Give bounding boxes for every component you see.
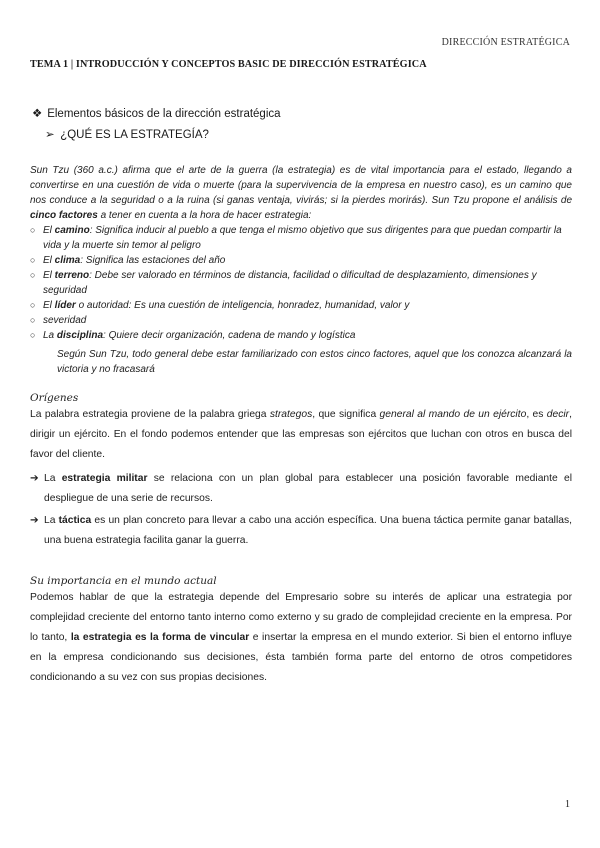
section-heading-origenes: Orígenes bbox=[30, 392, 79, 404]
list-item: ○ El camino: Significa inducir al pueblo a que tenga el mismo objetivo que sus dirigentes para que puedan compartir la vida y la muerte sin temor al peligro bbox=[30, 223, 575, 253]
bullet-level2-text: ¿QUÉ ES LA ESTRATEGÍA? bbox=[60, 129, 209, 141]
importancia-paragraph: Podemos hablar de que la estrategia depende del Empresario sobre su interés de aplicar una estrategia por complejidad creciente del entorno tanto interno como externo y su grado de complejidad creciente en la empresa. Por lo tanto, la estrategia es la forma de vincular e insertar la empresa en el mundo exterior. Si bien el entorno influye en la empresa condicionando sus decisiones, ésta también forma parte del entorno de otros competidores condicionando a su vez con sus propias decisiones. bbox=[30, 592, 573, 683]
running-header: DIRECCIÓN ESTRATÉGICA bbox=[441, 37, 570, 48]
arrow-bullet-icon: ➔ bbox=[30, 473, 39, 484]
diamond-bullet-icon: ❖ bbox=[32, 108, 43, 120]
intro-paragraph bbox=[30, 163, 572, 223]
list-item: ○ El clima: Significa las estaciones del año bbox=[30, 253, 575, 268]
arrowhead-bullet-icon: ➢ bbox=[45, 129, 55, 141]
list-item: ➔ La estrategia militar se relaciona con un plan global para establecer una posición favorable mediante el despliegue de una serie de recursos. bbox=[30, 469, 572, 509]
origenes-paragraph: La palabra estrategia proviene de la palabra griega strategos, que significa general al mando de un ejército, es decir, dirigir un ejército. En el fondo podemos entender que las empresas son ejércitos que luchan con otros en busca del favor del cliente. bbox=[30, 409, 572, 460]
list-item: ○ El terreno: Debe ser valorado en términos de distancia, facilidad o dificultad de desplazamiento, dimensiones y seguridad bbox=[30, 268, 575, 298]
bullet-level1 bbox=[32, 106, 281, 120]
page-title: TEMA 1 | INTRODUCCIÓN Y CONCEPTOS BASIC DE DIRECCIÓN ESTRATÉGICA bbox=[30, 59, 427, 70]
list-item: ➔ La táctica es un plan concreto para llevar a cabo una acción específica. Una buena táctica permite ganar batallas, una buena estrategia facilita ganar la guerra. bbox=[30, 511, 572, 551]
page-number: 1 bbox=[565, 799, 570, 810]
intro-bold: cinco factores bbox=[30, 210, 98, 221]
bullet-level2 bbox=[45, 127, 209, 141]
factors-list bbox=[30, 223, 575, 343]
bullet-level1-text: Elementos básicos de la dirección estratégica bbox=[47, 108, 281, 120]
sun-tzu-quote: Según Sun Tzu, todo general debe estar familiarizado con estos cinco factores, aquel que los conozca alcanzará la victoria y no fracasará bbox=[57, 349, 572, 375]
list-item: ○ La disciplina: Quiere decir organización, cadena de mando y logística bbox=[30, 328, 575, 343]
list-item: ○ severidad bbox=[30, 313, 575, 328]
intro-text-1: Sun Tzu (360 a.c.) afirma que el arte de la guerra (la estrategia) es de vital importancia para el estado, llegando a convertirse en una cuestión de vida o muerte (para la supervivencia de la empresa en nuestro caso), es un camino que nos conduce a la seguridad o a la ruina (si ganas ventaja, vivirás; si la pierdes morirás). Sun Tzu propone el análisis de bbox=[30, 165, 572, 206]
intro-text-2: a tener en cuenta a la hora de hacer estrategia: bbox=[97, 210, 312, 221]
arrow-bullet-icon: ➔ bbox=[30, 515, 39, 526]
section-heading-importancia: Su importancia en el mundo actual bbox=[30, 575, 217, 587]
list-item: ○ El líder o autoridad: Es una cuestión de inteligencia, honradez, humanidad, valor y bbox=[30, 298, 575, 313]
